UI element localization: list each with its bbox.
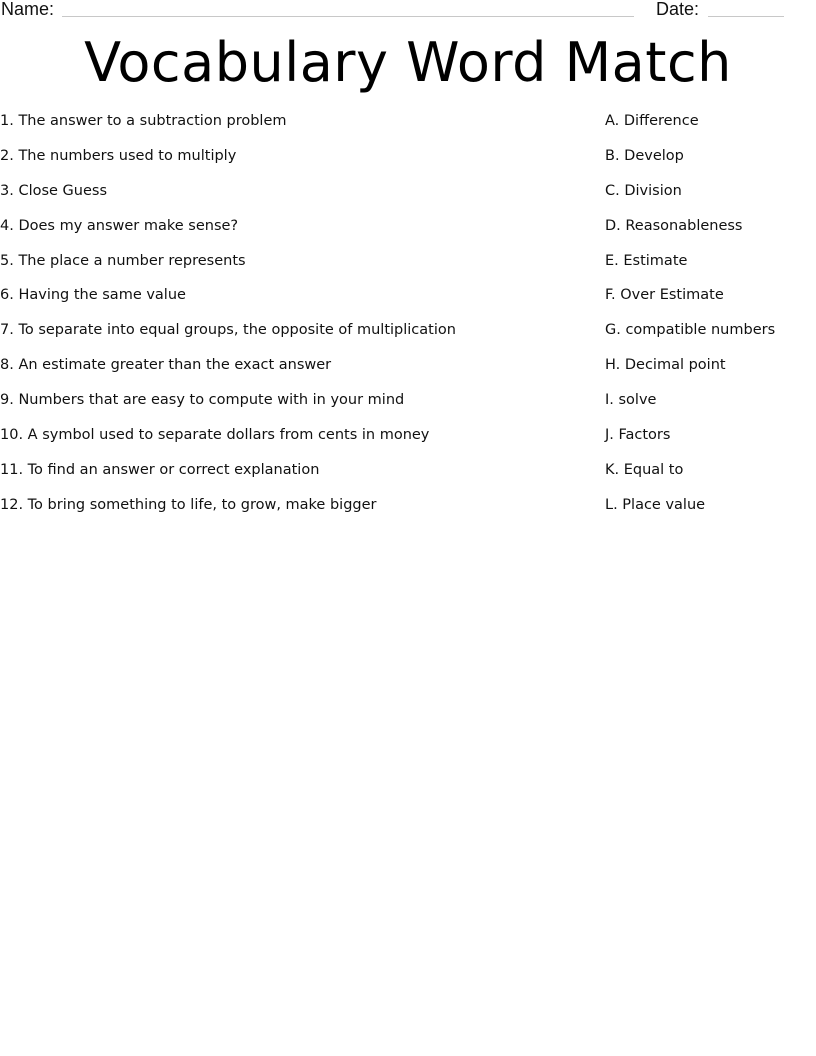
answer-item: A. Difference — [605, 113, 699, 129]
answer-item: L. Place value — [605, 496, 706, 513]
clue-item: 7. To separate into equal groups, the opposite of multiplication — [0, 322, 456, 339]
answer-item: B. Develop — [605, 147, 684, 164]
clue-item: 10. A symbol used to separate dollars from cents in money — [0, 427, 430, 444]
clue-item: 8. An estimate greater than the exact answer — [0, 357, 332, 374]
answer-item: C. Division — [605, 182, 682, 199]
answer-item: H. Decimal point — [605, 357, 726, 374]
answer-item: I. solve — [605, 392, 657, 409]
answer-item: F. Over Estimate — [605, 287, 724, 304]
clue-item: 5. The place a number represents — [0, 252, 246, 269]
clue-item: 2. The numbers used to multiply — [0, 147, 237, 164]
worksheet-header — [0, 0, 816, 22]
clue-list — [0, 111, 590, 530]
clue-item: 3. Close Guess — [0, 182, 108, 199]
answer-item: D. Reasonableness — [605, 217, 743, 234]
name-blank-line[interactable] — [62, 16, 634, 17]
answer-item: G. compatible numbers — [605, 322, 776, 339]
answer-list — [605, 111, 815, 530]
clue-item: 6. Having the same value — [0, 287, 186, 304]
date-label: Date: — [656, 0, 700, 19]
answer-item: K. Equal to — [605, 461, 684, 478]
name-label: Name: — [1, 0, 55, 19]
answer-item: J. Factors — [605, 427, 671, 444]
clue-item: 12. To bring something to life, to grow, make bigger — [0, 496, 377, 513]
clue-item: 1. The answer to a subtraction problem — [0, 113, 287, 129]
date-blank-line[interactable] — [708, 16, 784, 17]
answer-item: E. Estimate — [605, 252, 688, 269]
clue-item: 11. To find an answer or correct explanation — [0, 461, 320, 478]
page-title: Vocabulary Word Match — [84, 31, 732, 94]
clue-item: 9. Numbers that are easy to compute with in your mind — [0, 392, 405, 409]
clue-item: 4. Does my answer make sense? — [0, 217, 239, 234]
